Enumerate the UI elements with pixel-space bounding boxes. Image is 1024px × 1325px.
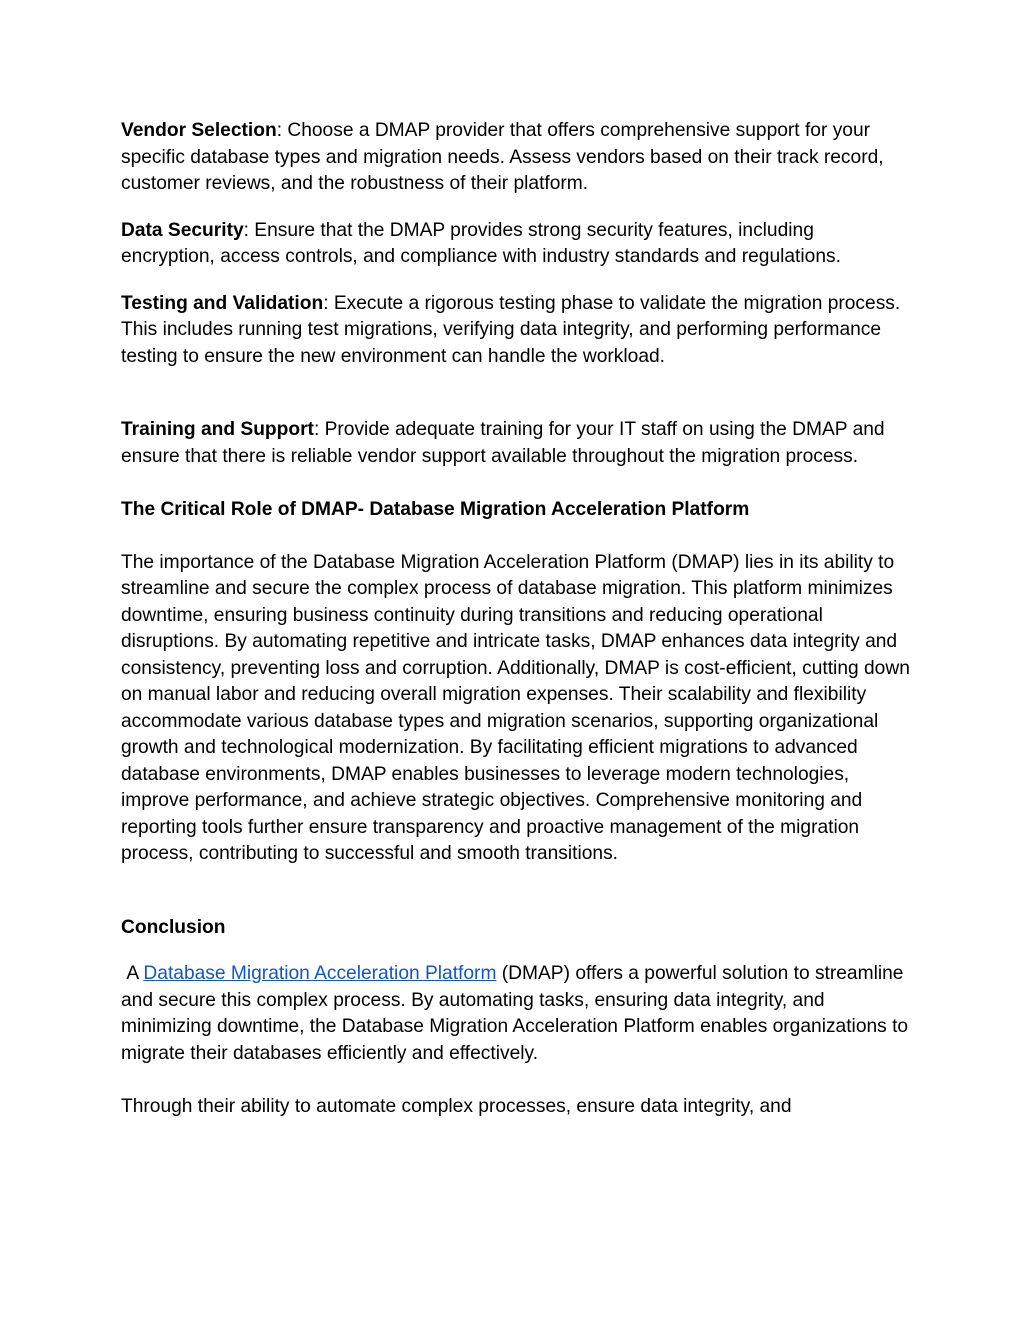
paragraph-data-security [121, 218, 911, 271]
spacer [121, 370, 911, 417]
spacer [121, 470, 911, 497]
paragraph-conclusion [121, 961, 914, 1067]
spacer [121, 271, 911, 291]
paragraph-training-support [121, 417, 911, 470]
spacer [121, 198, 911, 218]
text-data-security: : Ensure that the DMAP provides strong security features, including encryption, access controls, and compliance with industry standards and regulations. [121, 219, 841, 267]
paragraph-closing: Through their ability to automate complex processes, ensure data integrity, and [121, 1095, 792, 1117]
heading-conclusion: Conclusion [121, 916, 226, 938]
term-data-security: Data Security [121, 219, 244, 241]
paragraph-testing-validation [121, 291, 911, 371]
spacer [121, 523, 911, 550]
text-testing-validation: : Execute a rigorous testing phase to validate the migration process. This includes running test migrations, verifying data integrity, and performing performance testing to ensure the new environment can handle the workload. [121, 292, 901, 367]
spacer [121, 1067, 911, 1094]
term-training-support: Training and Support [121, 419, 314, 440]
term-vendor-selection: Vendor Selection [121, 120, 277, 141]
paragraph-vendor-selection [121, 118, 911, 198]
dmap-link[interactable]: Database Migration Acceleration Platform [143, 963, 497, 984]
term-testing-validation: Testing and Validation [121, 292, 324, 314]
spacer [121, 941, 911, 961]
text-vendor-selection: : Choose a DMAP provider that offers comprehensive support for your specific database types and migration needs. Assess vendors based on their track record, customer reviews, and the robustness of their platform. [121, 120, 884, 194]
text-training-support: : Provide adequate training for your IT staff on using the DMAP and ensure that there is reliable vendor support available throughout the migration process. [121, 419, 885, 467]
heading-critical-role: The Critical Role of DMAP- Database Migration Acceleration Platform [121, 498, 750, 520]
conclusion-after-link: (DMAP) offers a powerful solution to streamline and secure this complex process. By automating tasks, ensuring data integrity, and minimizing downtime, the Database Migration Acceleration Platform enables organizations to migrate their databases efficiently and effectively. [121, 963, 914, 1064]
document-page [121, 118, 914, 1120]
paragraph-critical-role-body: The importance of the Database Migration Acceleration Platform (DMAP) lies in its ability to streamline and secure the complex process of database migration. This platform minimizes downtime, ensuring business continuity during transitions and reducing operational disruptions. By automating repetitive and intricate tasks, DMAP enhances data integrity and consistency, preventing loss and corruption. Additionally, DMAP is cost-efficient, cutting down on manual labor and reducing overall migration expenses. Their scalability and flexibility accommodate various database types and migration scenarios, supporting organizational growth and technological modernization. By facilitating efficient migrations to advanced database environments, DMAP enables businesses to leverage modern technologies, improve performance, and achieve strategic objectives. Comprehensive monitoring and reporting tools further ensure transparency and proactive management of the migration process, contributing to successful and smooth transitions. [121, 551, 910, 864]
conclusion-lead: A [121, 963, 144, 984]
spacer [121, 868, 911, 915]
